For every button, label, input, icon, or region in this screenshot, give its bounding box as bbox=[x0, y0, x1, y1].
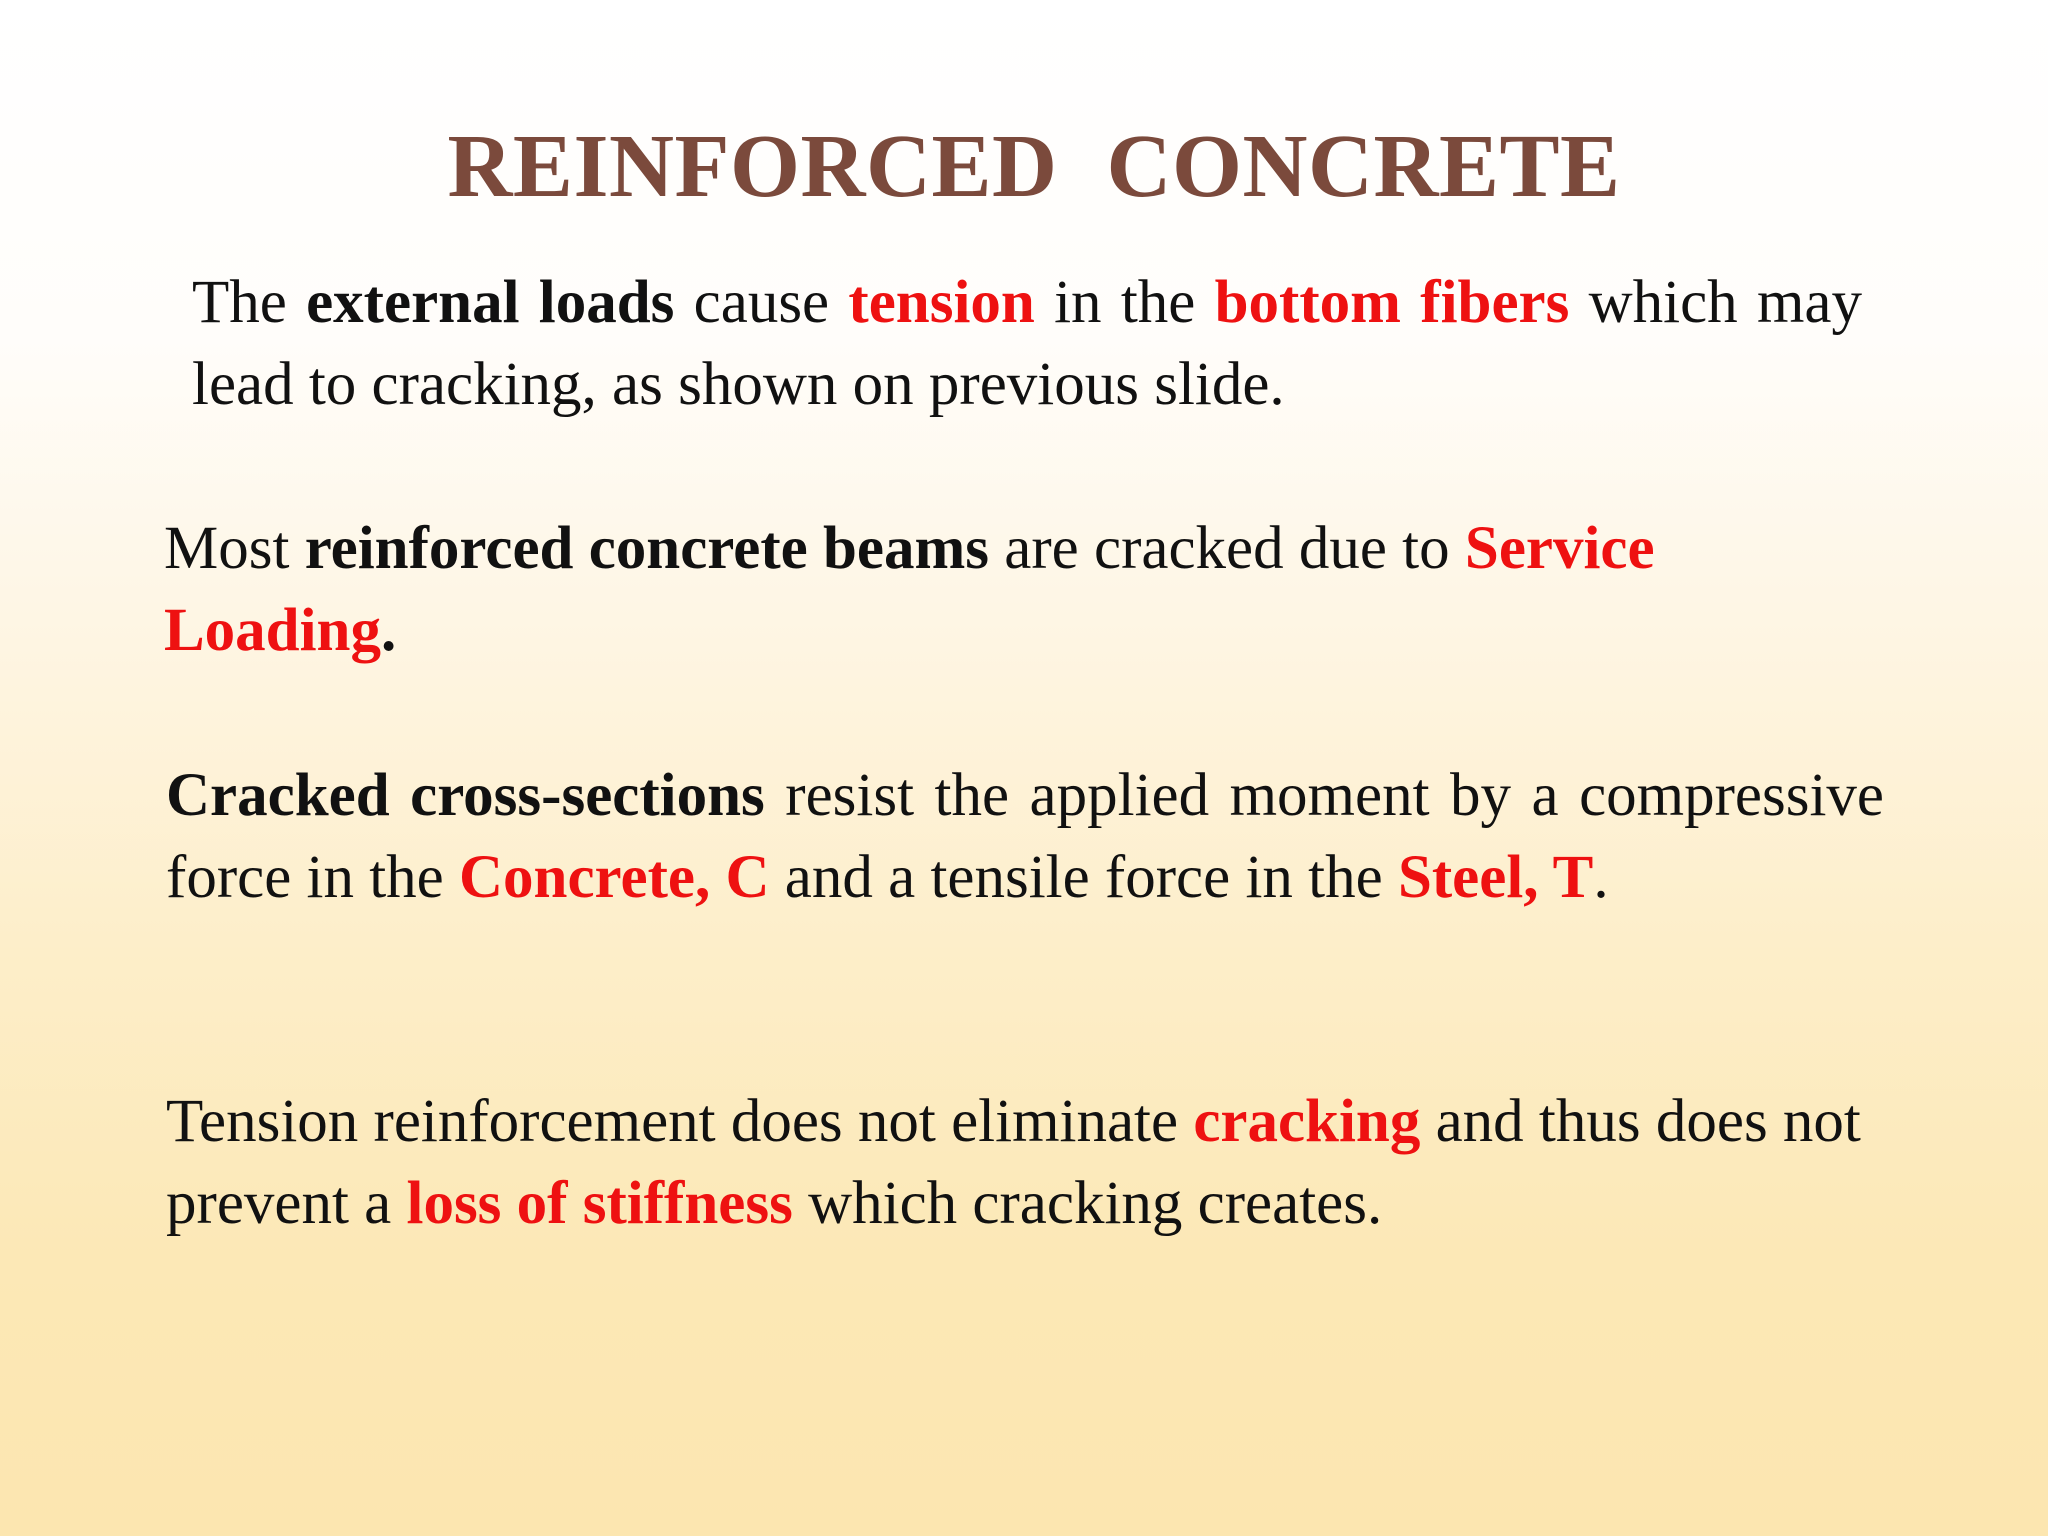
text-segment: and a tensile force in the bbox=[769, 844, 1398, 911]
highlight-cracking: cracking bbox=[1193, 1088, 1421, 1155]
text-segment: which may lead to cracking, as shown on previous slide. bbox=[192, 269, 1862, 418]
highlight-concrete-c: Concrete, C bbox=[459, 844, 770, 911]
text-segment-period: . bbox=[1593, 844, 1609, 911]
highlight-steel-t: Steel, T bbox=[1397, 844, 1594, 911]
text-segment: which cracking creates. bbox=[792, 1170, 1383, 1237]
slide-title: REINFORCED CONCRETE bbox=[447, 117, 1621, 216]
text-segment: and thus does not prevent a bbox=[166, 1088, 1861, 1237]
bold-term-reinforced-concrete-beams: reinforced concrete beams bbox=[304, 515, 990, 582]
text-segment: are cracked due to bbox=[989, 515, 1465, 582]
highlight-tension: tension bbox=[848, 269, 1035, 336]
text-segment: in the bbox=[1034, 269, 1215, 336]
text-segment: Tension reinforcement does not eliminate bbox=[166, 1088, 1194, 1155]
paragraph-external-loads bbox=[192, 262, 1862, 426]
highlight-service-loading: Service Loading bbox=[164, 515, 1655, 664]
highlight-loss-of-stiffness: loss of stiffness bbox=[406, 1170, 793, 1237]
paragraph-tension-reinforcement bbox=[166, 1081, 1886, 1245]
bold-term-cracked-cross-sections: Cracked cross-sections bbox=[166, 762, 765, 829]
text-segment: The bbox=[192, 269, 307, 336]
paragraph-service-loading bbox=[164, 508, 1894, 672]
text-segment-period: . bbox=[381, 597, 397, 664]
text-segment: resist the applied moment by a compressive force in the bbox=[166, 762, 1884, 911]
text-segment: Most bbox=[164, 515, 305, 582]
paragraph-cracked-cross-sections bbox=[166, 755, 1884, 919]
highlight-bottom-fibers: bottom fibers bbox=[1214, 269, 1570, 336]
text-segment: cause bbox=[674, 269, 849, 336]
bold-term-external-loads: external loads bbox=[306, 269, 675, 336]
